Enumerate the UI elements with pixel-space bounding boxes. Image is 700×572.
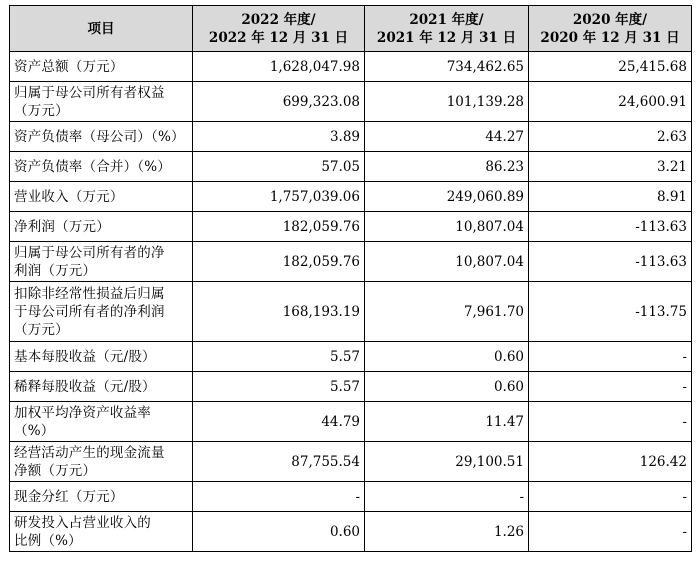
cell-2022: 0.60	[193, 512, 365, 552]
cell-2021: 29,100.51	[365, 442, 529, 482]
cell-2021: 249,060.89	[365, 182, 529, 212]
header-2022-line1: 2022 年度/	[241, 11, 316, 28]
cell-2020: -	[529, 402, 692, 442]
cell-2020: -	[529, 482, 692, 512]
cell-2022: 57.05	[193, 152, 365, 182]
cell-2020: -	[529, 372, 692, 402]
row-label: 现金分红（万元）	[10, 482, 193, 512]
cell-2020: 8.91	[529, 182, 692, 212]
cell-2021: 10,807.04	[365, 242, 529, 282]
header-2021	[365, 6, 529, 52]
header-2022-line2: 2022 年 12 月 31 日	[208, 29, 349, 46]
cell-2020: -113.75	[529, 282, 692, 342]
cell-2020: 2.63	[529, 122, 692, 152]
cell-2020: 24,600.91	[529, 82, 692, 122]
row-label: 扣除非经常性损益后归属 于母公司所有者的净利润 （万元）	[10, 282, 193, 342]
cell-2022: 182,059.76	[193, 212, 365, 242]
cell-2020: 126.42	[529, 442, 692, 482]
table-row	[10, 512, 692, 552]
header-2020-line2: 2020 年 12 月 31 日	[540, 29, 680, 46]
table-row	[10, 342, 692, 372]
table-row	[10, 212, 692, 242]
cell-2022: 168,193.19	[193, 282, 365, 342]
table-row	[10, 82, 692, 122]
cell-2020: -	[529, 342, 692, 372]
row-label: 资产负债率（母公司）（%）	[10, 122, 193, 152]
cell-2021: 101,139.28	[365, 82, 529, 122]
cell-2021: 11.47	[365, 402, 529, 442]
cell-2021: 44.27	[365, 122, 529, 152]
header-2021-line1: 2021 年度/	[409, 11, 484, 28]
cell-2020: -	[529, 512, 692, 552]
table-row	[10, 52, 692, 82]
cell-2022: 182,059.76	[193, 242, 365, 282]
cell-2021: 0.60	[365, 372, 529, 402]
row-label: 经营活动产生的现金流量 净额（万元）	[10, 442, 193, 482]
row-label: 稀释每股收益（元/股）	[10, 372, 193, 402]
cell-2021: 734,462.65	[365, 52, 529, 82]
cell-2021: 7,961.70	[365, 282, 529, 342]
header-2022	[193, 6, 365, 52]
row-label: 归属于母公司所有者权益 （万元）	[10, 82, 193, 122]
cell-2022: -	[193, 482, 365, 512]
cell-2020: 25,415.68	[529, 52, 692, 82]
cell-2021: 0.60	[365, 342, 529, 372]
table-row	[10, 372, 692, 402]
row-label: 净利润（万元）	[10, 212, 193, 242]
cell-2022: 3.89	[193, 122, 365, 152]
row-label: 资产负债率（合并）（%）	[10, 152, 193, 182]
table-row	[10, 122, 692, 152]
row-label: 营业收入（万元）	[10, 182, 193, 212]
table-row	[10, 242, 692, 282]
header-2020-line1: 2020 年度/	[572, 11, 648, 28]
table-row	[10, 182, 692, 212]
header-2021-line2: 2021 年 12 月 31 日	[376, 29, 517, 46]
table-row	[10, 442, 692, 482]
row-label: 基本每股收益（元/股）	[10, 342, 193, 372]
header-item: 项目	[10, 6, 193, 52]
cell-2022: 699,323.08	[193, 82, 365, 122]
table-row	[10, 402, 692, 442]
row-label: 研发投入占营业收入的 比例（%）	[10, 512, 193, 552]
cell-2022: 5.57	[193, 342, 365, 372]
table-header-row	[10, 6, 692, 52]
cell-2022: 5.57	[193, 372, 365, 402]
header-2020	[529, 6, 692, 52]
cell-2022: 1,628,047.98	[193, 52, 365, 82]
cell-2021: 86.23	[365, 152, 529, 182]
cell-2020: -113.63	[529, 242, 692, 282]
table-row	[10, 152, 692, 182]
row-label: 归属于母公司所有者的净 利润（万元）	[10, 242, 193, 282]
cell-2020: -113.63	[529, 212, 692, 242]
cell-2022: 1,757,039.06	[193, 182, 365, 212]
cell-2022: 44.79	[193, 402, 365, 442]
table-row	[10, 282, 692, 342]
cell-2021: -	[365, 482, 529, 512]
cell-2021: 1.26	[365, 512, 529, 552]
cell-2022: 87,755.54	[193, 442, 365, 482]
row-label: 资产总额（万元）	[10, 52, 193, 82]
row-label: 加权平均净资产收益率 （%）	[10, 402, 193, 442]
cell-2021: 10,807.04	[365, 212, 529, 242]
financial-indicators-table	[9, 5, 692, 552]
table-row	[10, 482, 692, 512]
cell-2020: 3.21	[529, 152, 692, 182]
